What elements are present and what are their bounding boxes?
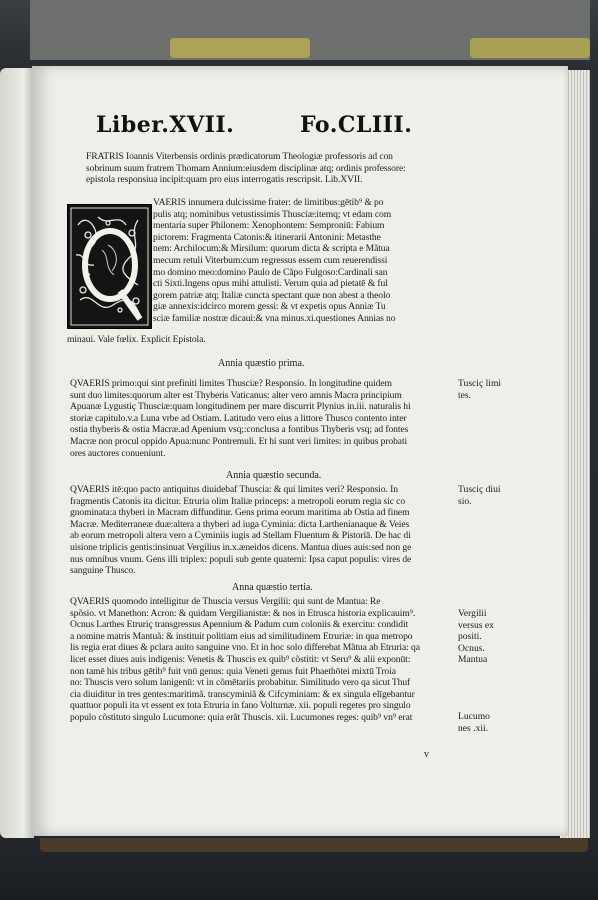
text-line: a nomine matris Mantuã: & instituit politiam eius ad similitudinem Etruriæ: in qua metropo <box>70 630 413 642</box>
text-line: quattuor populi ita vt essent ex tota Etruria in fano Volturnæ. xii. populi regetes pro singulo <box>70 700 411 712</box>
text-line: no: Thuscis vero solum lanigenū: vt in cõmētariis probabitur. Similitudo vero qa sicut Thuf <box>70 677 411 689</box>
text-line: FRATRIS Ioannis Viterbensis ordinis prædicatorum Theologiæ professoris ad con <box>86 151 393 162</box>
tape-strip <box>170 38 310 58</box>
question-heading: Anna quæstio tertia. <box>232 582 313 593</box>
text-line: sio. <box>458 495 472 507</box>
text-line: populo cõstituto singulo Lucumone: quia erãt Thuscis. xii. Lucumones reges: quib⁹ vn⁹ erat <box>70 711 413 723</box>
running-head-book: Liber.XVII. <box>96 112 235 138</box>
decorated-initial-q <box>67 204 152 329</box>
book-cover-edge <box>40 838 588 852</box>
text-line: epistola responsiua incipit:quam pro eius interrogatis rescripsit. Lib.XVII. <box>86 174 363 186</box>
question-paragraph <box>70 378 411 459</box>
text-line: fragmentis Catonis ita dicitur. Etruria olim Italiæ princeps: a metropoli eorum regia sic co <box>70 495 406 507</box>
text-line: Tusciç limi <box>458 378 502 389</box>
folio-number: Fo.CLIII. <box>300 112 413 138</box>
tape-strip <box>470 38 590 58</box>
text-line: giæ annexis:idcirco morem gessi: & vt expetis opus Anniæ Tu <box>153 301 386 313</box>
text-line: nem: Archilocum:& Mirsilum: quorum dicta & scripta e Mãtua <box>153 243 390 255</box>
text-line: gnominata:a thyberi in Macram diffunditur. Gens prima eorum maritima ab Ostia ad finem <box>70 507 410 519</box>
text-line: sciæ familiæ nostræ dicaui:& vna minus.xi.questiones Annias no <box>153 312 396 324</box>
question-paragraph <box>70 484 411 577</box>
epistle-paragraph <box>153 197 395 325</box>
question-heading: Annia quæstio secunda. <box>226 470 322 481</box>
question-heading: Annia quæstio prima. <box>218 358 305 369</box>
text-line: licet esset diues auis indigenis: Venetis & Thuscis ex quib⁹ cõstitit: vt Seru⁹ & alii exponūt: <box>70 653 411 665</box>
text-line: positi. <box>458 631 482 643</box>
text-line: QVAERIS primo:qui sint prefiniti limites Thusciæ? Responsio. In longitudine quidem <box>70 378 392 389</box>
text-line: sanguine Thusco. <box>70 565 136 577</box>
text-line: ostia thyberis & ostia Macræ.ad Apenium vsq;:conclusa a fontibus Thyberis vsq; ad fontes <box>70 424 409 436</box>
margin-note <box>458 711 490 734</box>
text-line: versus ex <box>458 619 494 631</box>
text-line: Apuanæ Lygustiç Thusciæ:quam longitudinem per mare discurrit Plynius in.iii. naturalis hi <box>70 401 411 413</box>
text-line: non tamē his tribus gētib⁹ fuit vnū genus: quia Veneti genus fuit Phaethōtei mixtū Troia <box>70 665 396 677</box>
text-line: sobrinum suum fratrem Thomam Annium:eiusdem disciplinæ atq; ordinis professore: <box>86 162 406 174</box>
text-line: lis regia erat diues & pclara auito sanguine vno. Et in hoc solo differebat Mãtua ab Etruria: qa <box>70 642 420 654</box>
text-line: Ocnus. <box>458 642 485 654</box>
text-line: QVAERIS itē:quo pacto antiquitus diuidebaf Thuscia: & qui limites veri? Responsio. In <box>70 484 398 495</box>
text-line: mentaria super Philonem: Xenophontem: Semproniū: Fabium <box>153 220 385 232</box>
question-paragraph <box>70 596 420 724</box>
text-line: spõsio. vt Manethon: Acron: & quidam Vergilianistæ: & nos in Etrusca historia explicauim⁹. <box>70 607 416 619</box>
signature-mark: v <box>424 749 429 760</box>
text-line: ab eorum metropoli altera vero a Cyminiis iugis ad Stellam Fluentum & Pistoriā. De hac di <box>70 530 411 542</box>
text-line: nus omnibus vnum. Gens illi triplex: populi sub gente quaterni: Ipsa caput populis: vires de <box>70 553 412 565</box>
text-line: mo domino meo:domino Paulo de Cãpo Fulgoso:Cardinali san <box>153 266 388 278</box>
text-line: mecum retuli Viterbum:cum regressus essem cum reuerendissi <box>153 254 388 266</box>
epistle-closing: minaui. Vale fœlix. Explicit Epistola. <box>67 334 206 345</box>
text-line: Macræ non procul oppido Apua:nunc Pontremuli. Et hi sunt veri limites: in quibus probati <box>70 435 408 447</box>
text-line: ores auctores conueniunt. <box>70 447 166 459</box>
text-line: pulis atq; nominibus vetustissimis Thusciæ:itemq; vt edam com <box>153 208 392 220</box>
margin-note <box>458 378 501 401</box>
text-line: Macræ. Mediterraneæ duæ:altera a thyberi ad iuga Cyminia: dicta Larthenianaque & Veies <box>70 518 410 530</box>
text-line: Lucumo <box>458 711 490 722</box>
text-line: cti Sixti.Ingens opus mihi attulisti. Verum quia ad pietatē & ful <box>153 278 388 290</box>
text-line: cia diuiditur in tres gentes:maritimã. transcyminiã & Cifcyminiam: & ex singula elīgebantur <box>70 688 415 700</box>
text-line: nes .xii. <box>458 722 489 734</box>
text-line: QVAERIS quomodo intelligitur de Thuscia versus Vergilii: qui sunt de Mantua: Re <box>70 596 381 607</box>
margin-note <box>458 484 501 507</box>
text-line: Mantua <box>458 654 488 666</box>
text-line: sunt duo limites:quorum alter est Thyberis Vaticanus: alter vero amnis Macra principium <box>70 389 402 401</box>
text-line: VAERIS innumera dulcissime frater: de limitibus:gētib⁹ & po <box>153 197 384 208</box>
facing-page-edge <box>0 68 34 838</box>
text-line: storiæ capitulo.v.a Luna vrbe ad Ostiam. Latitudo vero eius a littore Thusco contento inter <box>70 412 407 424</box>
text-line: pictorem: Fragmenta Catonis:& itinerarii Antonini: Metasthe <box>153 231 381 243</box>
text-line: uisione triplicis gentis:insinuat Vergilius in.x.æneidos dicens. Mantua diues auis:sed non ge <box>70 541 412 553</box>
margin-note <box>458 608 494 666</box>
text-line: gorem patriæ atq; Italiæ cuncta spectant quæ non abest a theolo <box>153 289 391 301</box>
text-line: Vergilii <box>458 608 487 619</box>
text-line: Tusciç diui <box>458 484 501 495</box>
text-line: Ocnus Larthes Etruriç transgressus Apennium & Padum cum coloniis & exercitu: condidit <box>70 619 409 631</box>
intro-paragraph <box>86 151 406 186</box>
text-line: tes. <box>458 389 472 401</box>
